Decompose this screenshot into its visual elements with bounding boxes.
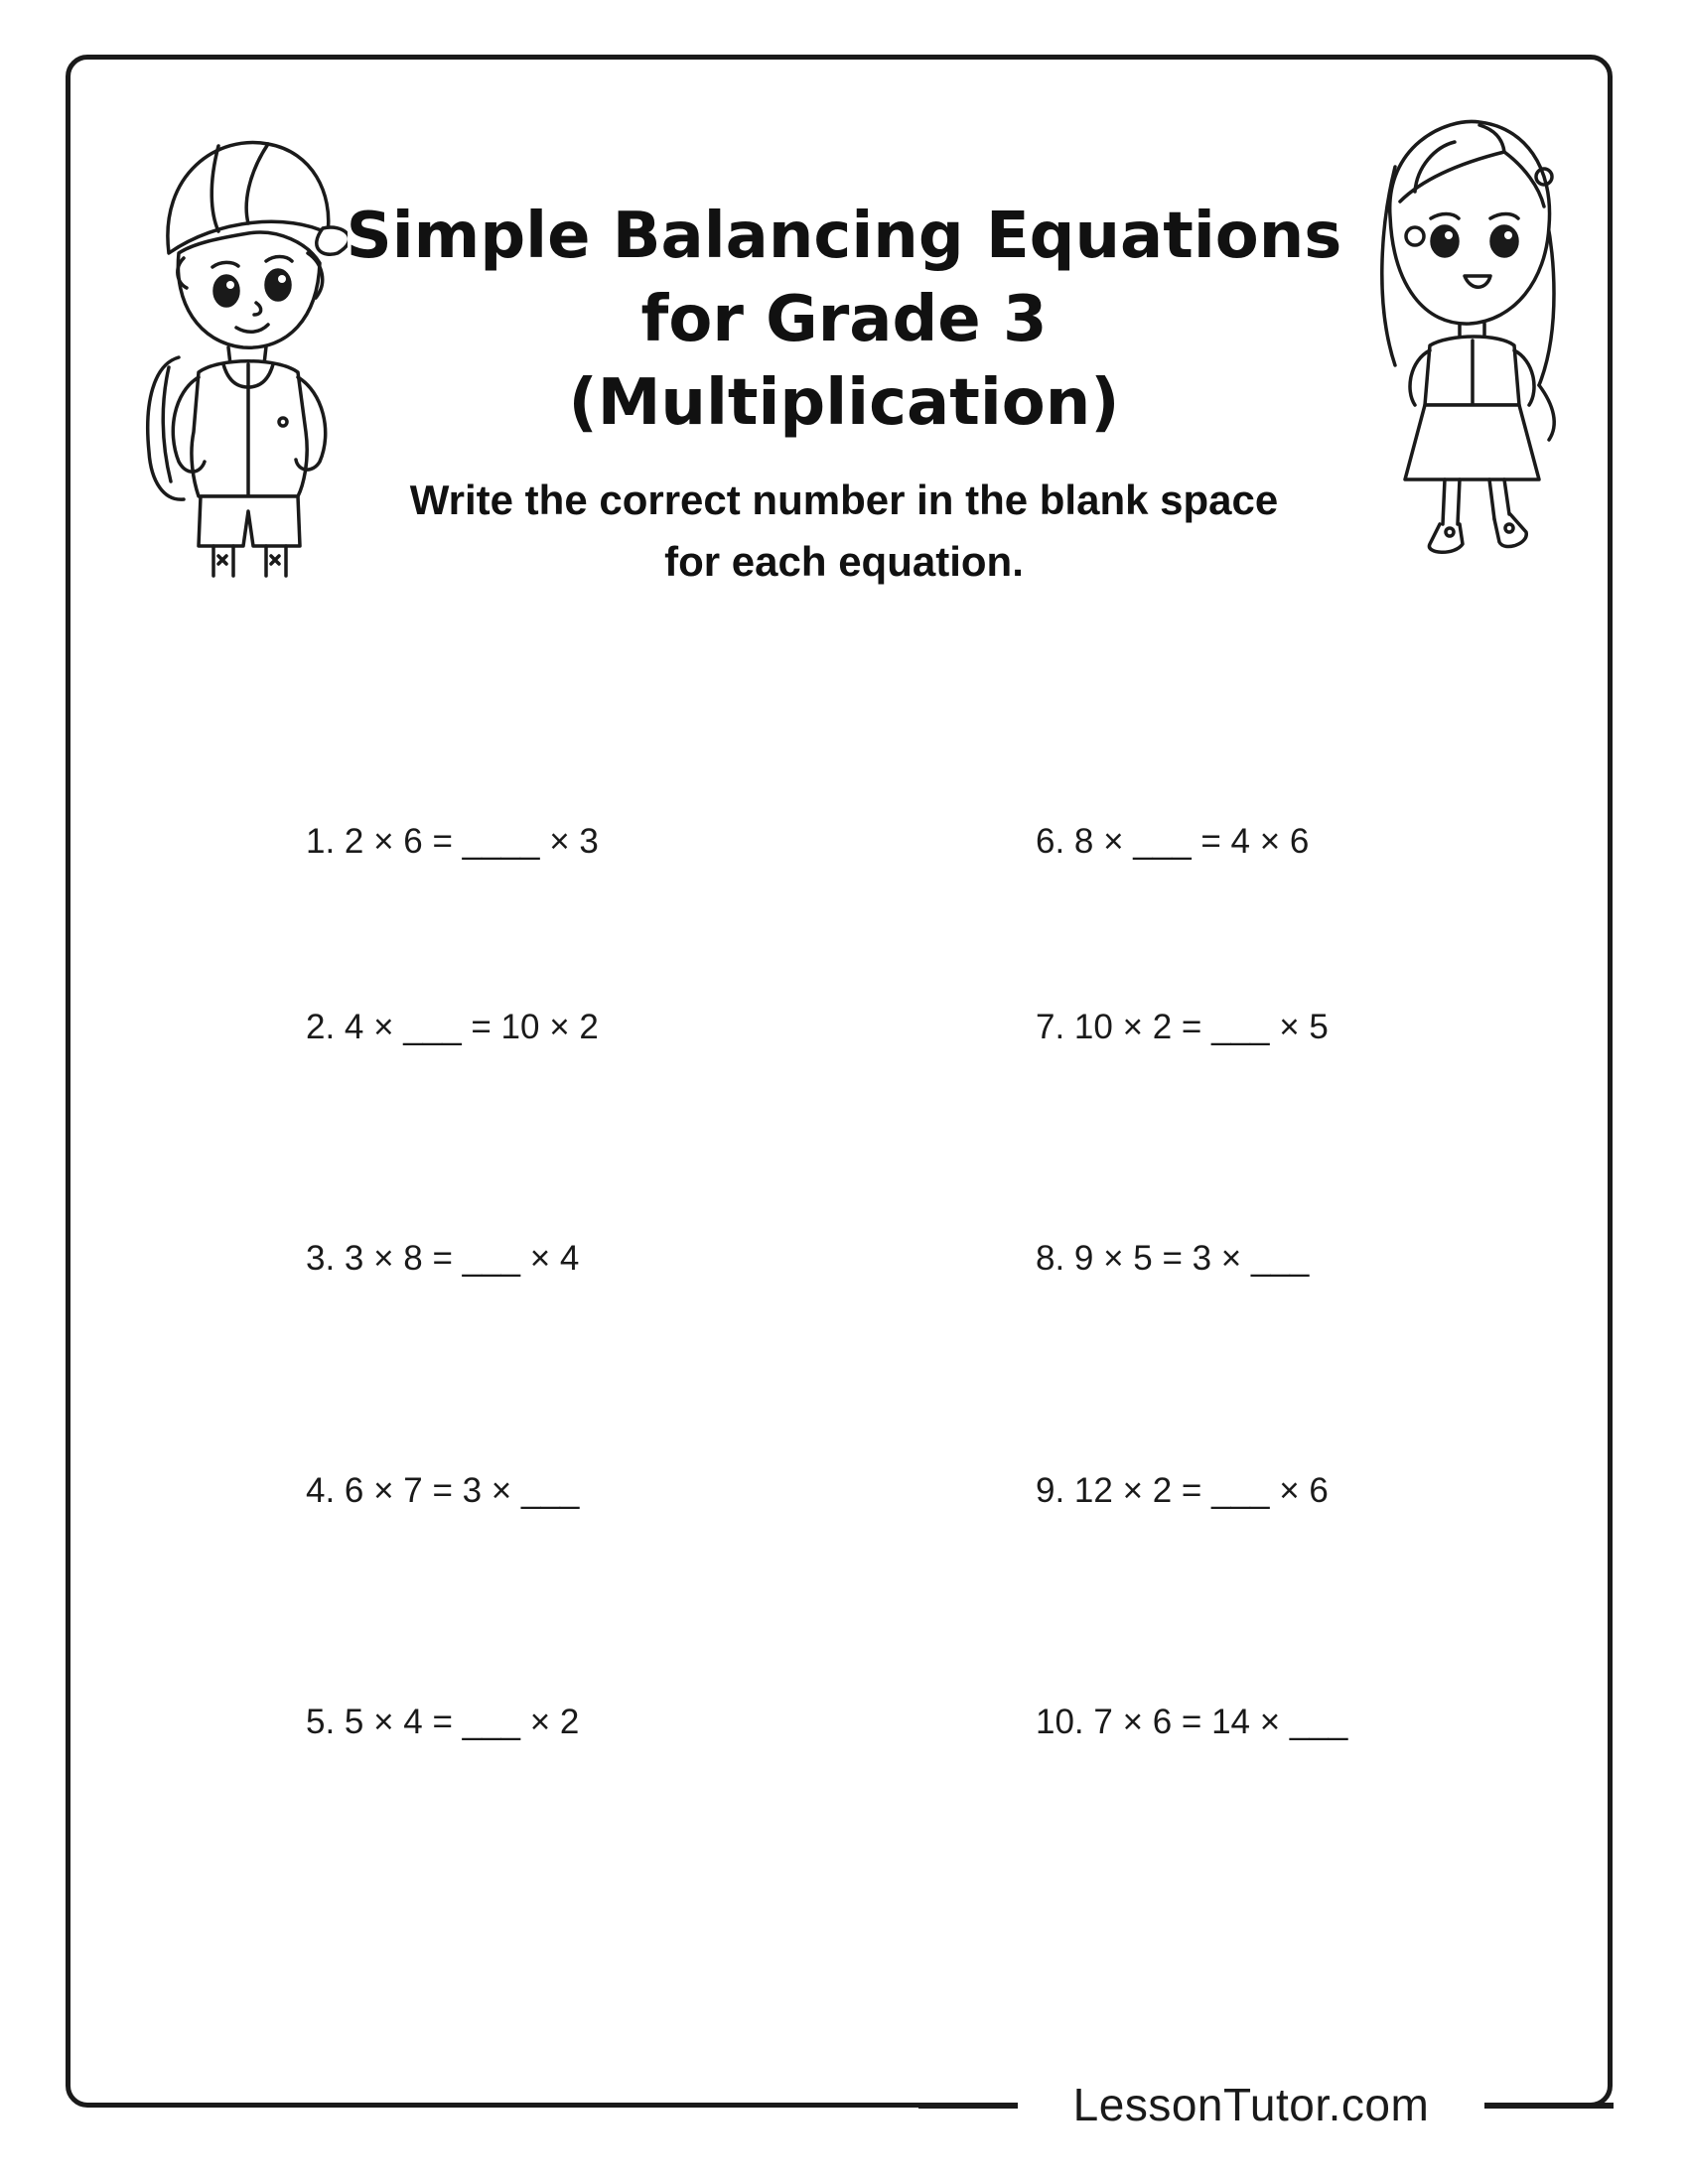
problem-3: 3. 3 × 8 = ___ × 4 [306, 1239, 580, 1278]
instructions [328, 470, 1360, 593]
instruction-line-1: Write the correct number in the blank space [409, 477, 1279, 523]
footer-rule-left [918, 2103, 1018, 2109]
problem-4: 4. 6 × 7 = 3 × ___ [306, 1471, 580, 1510]
footer-rule-right [1484, 2103, 1614, 2109]
problem-1: 1. 2 × 6 = ____ × 3 [306, 822, 599, 861]
girl-student-icon [1355, 107, 1569, 574]
problem-5: 5. 5 × 4 = ___ × 2 [306, 1703, 580, 1741]
problem-2: 2. 4 × ___ = 10 × 2 [306, 1008, 599, 1046]
problem-6: 6. 8 × ___ = 4 × 6 [1036, 822, 1310, 861]
boy-student-icon [139, 104, 348, 581]
problem-8: 8. 9 × 5 = 3 × ___ [1036, 1239, 1310, 1278]
problem-7: 7. 10 × 2 = ___ × 5 [1036, 1008, 1329, 1046]
footer-brand: LessonTutor.com [1072, 2079, 1430, 2130]
instruction-line-2: for each equation. [664, 538, 1024, 585]
title-line-2: for Grade 3 [640, 283, 1048, 356]
title-line-3: (Multiplication) [568, 366, 1120, 440]
problem-10: 10. 7 × 6 = 14 × ___ [1036, 1703, 1348, 1741]
title-line-1: Simple Balancing Equations [346, 200, 1342, 273]
worksheet-title [328, 195, 1360, 445]
problem-9: 9. 12 × 2 = ___ × 6 [1036, 1471, 1329, 1510]
